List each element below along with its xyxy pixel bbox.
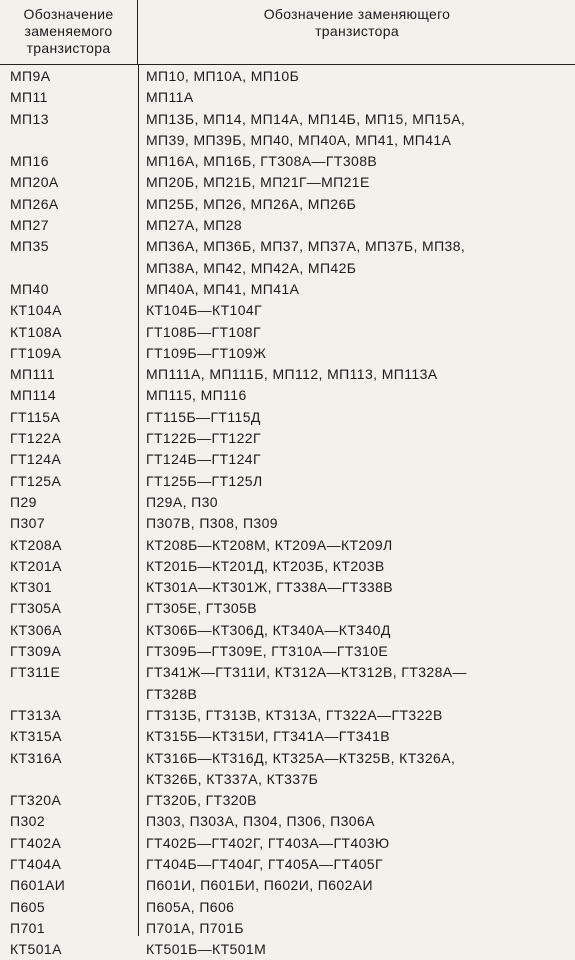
original-transistor-cell: МП26А bbox=[10, 195, 59, 212]
replacement-line: КТ301А—КТ301Ж, ГТ338А—ГТ338В bbox=[146, 579, 394, 596]
replacement-transistor-cell bbox=[146, 790, 570, 811]
replacement-line: КТ315Б—КТ315И, ГТ341А—ГТ341В bbox=[146, 728, 391, 745]
original-transistor-cell: КТ306А bbox=[10, 621, 62, 638]
table-row bbox=[0, 854, 575, 875]
original-transistor-cell: МП35 bbox=[10, 238, 49, 255]
table-row bbox=[0, 172, 575, 193]
replacement-line: КТ501Б—КТ501М bbox=[146, 941, 267, 958]
replacement-transistor-cell bbox=[146, 556, 570, 577]
original-transistor-cell: ГТ109А bbox=[10, 344, 62, 361]
original-transistor-cell: МП27 bbox=[10, 217, 49, 234]
replacement-line: МП27А, МП28 bbox=[146, 217, 243, 234]
replacement-transistor-cell bbox=[146, 236, 570, 279]
replacement-transistor-cell bbox=[146, 918, 570, 939]
replacement-line: МП13Б, МП14, МП14А, МП14Б, МП15, МП15А, bbox=[146, 110, 466, 127]
header-col1-line: транзистора bbox=[26, 40, 111, 56]
original-transistor-cell: ГТ122А bbox=[10, 430, 62, 447]
table-header bbox=[0, 0, 575, 65]
table-row bbox=[0, 535, 575, 556]
table-row bbox=[0, 897, 575, 918]
replacement-transistor-cell bbox=[146, 535, 570, 556]
replacement-transistor-cell bbox=[146, 662, 570, 705]
table-row bbox=[0, 279, 575, 300]
original-transistor-cell: ГТ311Е bbox=[10, 664, 61, 681]
replacement-transistor-cell bbox=[146, 151, 570, 172]
table-row bbox=[0, 322, 575, 343]
table-row bbox=[0, 939, 575, 960]
table-row bbox=[0, 236, 575, 279]
replacement-line: КТ201Б—КТ201Д, КТ203Б, КТ203В bbox=[146, 557, 385, 574]
replacement-line: КТ104Б—КТ104Г bbox=[146, 302, 263, 319]
original-transistor-cell: ГТ124А bbox=[10, 451, 62, 468]
original-transistor-cell: ГТ115А bbox=[10, 408, 61, 425]
replacement-line: КТ306Б—КТ306Д, КТ340А—КТ340Д bbox=[146, 621, 391, 638]
original-transistor-cell: П601АИ bbox=[10, 877, 66, 894]
replacement-transistor-cell bbox=[146, 407, 570, 428]
replacement-transistor-cell bbox=[146, 833, 570, 854]
table-row bbox=[0, 66, 575, 87]
table-row bbox=[0, 598, 575, 619]
replacement-transistor-cell bbox=[146, 428, 570, 449]
table-row bbox=[0, 215, 575, 236]
replacement-transistor-cell bbox=[146, 364, 570, 385]
table-row bbox=[0, 726, 575, 747]
replacement-line: ГТ341Ж—ГТ311И, КТ312А—КТ312В, ГТ328А— bbox=[146, 664, 467, 681]
replacement-transistor-cell bbox=[146, 726, 570, 747]
table-row bbox=[0, 428, 575, 449]
replacement-line: МП111А, МП111Б, МП112, МП113, МП113А bbox=[146, 366, 438, 383]
replacement-line: ГТ320Б, ГТ320В bbox=[146, 792, 257, 809]
table-row bbox=[0, 811, 575, 832]
table-row bbox=[0, 556, 575, 577]
table-row bbox=[0, 385, 575, 406]
replacement-line: П307В, П308, П309 bbox=[146, 515, 278, 532]
table-row bbox=[0, 641, 575, 662]
replacement-line: П601И, П601БИ, П602И, П602АИ bbox=[146, 877, 373, 894]
replacement-line: МП10, МП10А, МП10Б bbox=[146, 68, 300, 84]
table-row bbox=[0, 492, 575, 513]
replacement-line: ГТ108Б—ГТ108Г bbox=[146, 323, 261, 340]
original-transistor-cell: КТ104А bbox=[10, 302, 62, 319]
original-transistor-cell: ГТ404А bbox=[10, 855, 62, 872]
replacement-transistor-cell bbox=[146, 87, 570, 108]
replacement-line: ГТ124Б—ГТ124Г bbox=[146, 451, 261, 468]
table-row bbox=[0, 343, 575, 364]
replacement-line: КТ316Б—КТ316Д, КТ325А—КТ325В, КТ326А, bbox=[146, 749, 456, 766]
original-transistor-cell: МП9А bbox=[10, 68, 51, 84]
original-transistor-cell: МП16 bbox=[10, 153, 49, 170]
table-row bbox=[0, 364, 575, 385]
replacement-line: П605А, П606 bbox=[146, 898, 235, 915]
table-row bbox=[0, 577, 575, 598]
original-transistor-cell: КТ316А bbox=[10, 749, 62, 766]
original-transistor-cell: ГТ402А bbox=[10, 834, 62, 851]
original-transistor-cell: МП13 bbox=[10, 110, 49, 127]
replacement-line: МП38А, МП42, МП42А, МП42Б bbox=[146, 259, 357, 276]
replacement-line: ГТ313Б, ГТ313В, КТ313А, ГТ322А—ГТ322В bbox=[146, 706, 443, 723]
replacement-transistor-cell bbox=[146, 641, 570, 662]
table-row bbox=[0, 748, 575, 791]
replacement-transistor-cell bbox=[146, 322, 570, 343]
replacement-transistor-cell bbox=[146, 343, 570, 364]
replacement-line: МП115, МП116 bbox=[146, 387, 247, 404]
table-row bbox=[0, 109, 575, 152]
replacement-line: П701А, П701Б bbox=[146, 919, 244, 936]
replacement-transistor-cell bbox=[146, 875, 570, 896]
replacement-line: ГТ125Б—ГТ125Л bbox=[146, 472, 263, 489]
table-row bbox=[0, 151, 575, 172]
table-body bbox=[0, 66, 575, 960]
replacement-line: ГТ309Б—ГТ309Е, ГТ310А—ГТ310Е bbox=[146, 643, 389, 660]
replacement-transistor-cell bbox=[146, 279, 570, 300]
table-row bbox=[0, 87, 575, 108]
replacement-line: МП16А, МП16Б, ГТ308А—ГТ308В bbox=[146, 153, 378, 170]
replacement-transistor-cell bbox=[146, 471, 570, 492]
replacement-transistor-cell bbox=[146, 172, 570, 193]
replacement-transistor-cell bbox=[146, 705, 570, 726]
original-transistor-cell: П701 bbox=[10, 919, 46, 936]
original-transistor-cell: П605 bbox=[10, 898, 46, 915]
replacement-transistor-cell bbox=[146, 854, 570, 875]
replacement-transistor-cell bbox=[146, 577, 570, 598]
replacement-line: ГТ115Б—ГТ115Д bbox=[146, 408, 261, 425]
replacement-line: МП36А, МП36Б, МП37, МП37А, МП37Б, МП38, bbox=[146, 238, 466, 255]
replacement-line: П303, П303А, П304, П306, П306А bbox=[146, 813, 375, 830]
table-row bbox=[0, 875, 575, 896]
replacement-transistor-cell bbox=[146, 194, 570, 215]
table-row bbox=[0, 194, 575, 215]
replacement-transistor-cell bbox=[146, 598, 570, 619]
original-transistor-cell: КТ501А bbox=[10, 941, 62, 958]
replacement-line: ГТ328В bbox=[146, 685, 198, 702]
replacement-transistor-cell bbox=[146, 939, 570, 960]
table-row bbox=[0, 449, 575, 470]
replacement-transistor-cell bbox=[146, 748, 570, 791]
original-transistor-cell: П307 bbox=[10, 515, 46, 532]
replacement-transistor-cell bbox=[146, 492, 570, 513]
replacement-transistor-cell bbox=[146, 620, 570, 641]
header-replacement-transistor bbox=[139, 0, 575, 64]
original-transistor-cell: МП11 bbox=[10, 89, 48, 106]
original-transistor-cell: КТ208А bbox=[10, 536, 62, 553]
table-row bbox=[0, 790, 575, 811]
replacement-transistor-cell bbox=[146, 300, 570, 321]
original-transistor-cell: КТ201А bbox=[10, 557, 62, 574]
replacement-transistor-cell bbox=[146, 66, 570, 87]
table-row bbox=[0, 918, 575, 939]
replacement-transistor-cell bbox=[146, 215, 570, 236]
replacement-line: ГТ122Б—ГТ122Г bbox=[146, 430, 261, 447]
replacement-line: ГТ404Б—ГТ404Г, ГТ405А—ГТ405Г bbox=[146, 855, 383, 872]
original-transistor-cell: П29 bbox=[10, 493, 37, 510]
replacement-transistor-cell bbox=[146, 385, 570, 406]
table-row bbox=[0, 705, 575, 726]
replacement-transistor-cell bbox=[146, 897, 570, 918]
header-original-transistor bbox=[0, 0, 138, 64]
replacement-line: ГТ109Б—ГТ109Ж bbox=[146, 344, 267, 361]
replacement-line: ГТ305Е, ГТ305В bbox=[146, 600, 258, 617]
replacement-line: П29А, П30 bbox=[146, 493, 218, 510]
table-row bbox=[0, 620, 575, 641]
original-transistor-cell: ГТ320А bbox=[10, 792, 62, 809]
replacement-transistor-cell bbox=[146, 449, 570, 470]
original-transistor-cell: ГТ313А bbox=[10, 706, 62, 723]
table-row bbox=[0, 471, 575, 492]
original-transistor-cell: КТ315А bbox=[10, 728, 62, 745]
replacement-line: МП40А, МП41, МП41А bbox=[146, 280, 300, 297]
replacement-transistor-cell bbox=[146, 513, 570, 534]
header-col1-line: заменяемого bbox=[24, 23, 113, 39]
replacement-line: МП20Б, МП21Б, МП21Г—МП21Е bbox=[146, 174, 370, 191]
replacement-line: МП25Б, МП26, МП26А, МП26Б bbox=[146, 195, 357, 212]
replacement-line: МП11А bbox=[146, 89, 194, 106]
header-col1-line: Обозначение bbox=[23, 6, 114, 22]
header-col2-line: Обозначение заменяющего bbox=[263, 6, 451, 22]
original-transistor-cell: ГТ305А bbox=[10, 600, 62, 617]
replacement-line: КТ208Б—КТ208М, КТ209А—КТ209Л bbox=[146, 536, 393, 553]
original-transistor-cell: КТ108А bbox=[10, 323, 62, 340]
table-row bbox=[0, 833, 575, 854]
replacement-line: КТ326Б, КТ337А, КТ337Б bbox=[146, 770, 319, 787]
replacement-transistor-cell bbox=[146, 109, 570, 152]
original-transistor-cell: ГТ125А bbox=[10, 472, 62, 489]
header-col2-line: транзистора bbox=[315, 23, 399, 39]
original-transistor-cell: ГТ309А bbox=[10, 643, 62, 660]
original-transistor-cell: П302 bbox=[10, 813, 46, 830]
original-transistor-cell: МП114 bbox=[10, 387, 57, 404]
original-transistor-cell: МП111 bbox=[10, 366, 56, 383]
table-row bbox=[0, 407, 575, 428]
replacement-transistor-cell bbox=[146, 811, 570, 832]
original-transistor-cell: КТ301 bbox=[10, 579, 53, 596]
replacement-line: ГТ402Б—ГТ402Г, ГТ403А—ГТ403Ю bbox=[146, 834, 390, 851]
table-row bbox=[0, 662, 575, 705]
table-row bbox=[0, 513, 575, 534]
original-transistor-cell: МП40 bbox=[10, 280, 49, 297]
original-transistor-cell: МП20А bbox=[10, 174, 59, 191]
replacement-line: МП39, МП39Б, МП40, МП40А, МП41, МП41А bbox=[146, 131, 452, 148]
table-row bbox=[0, 300, 575, 321]
